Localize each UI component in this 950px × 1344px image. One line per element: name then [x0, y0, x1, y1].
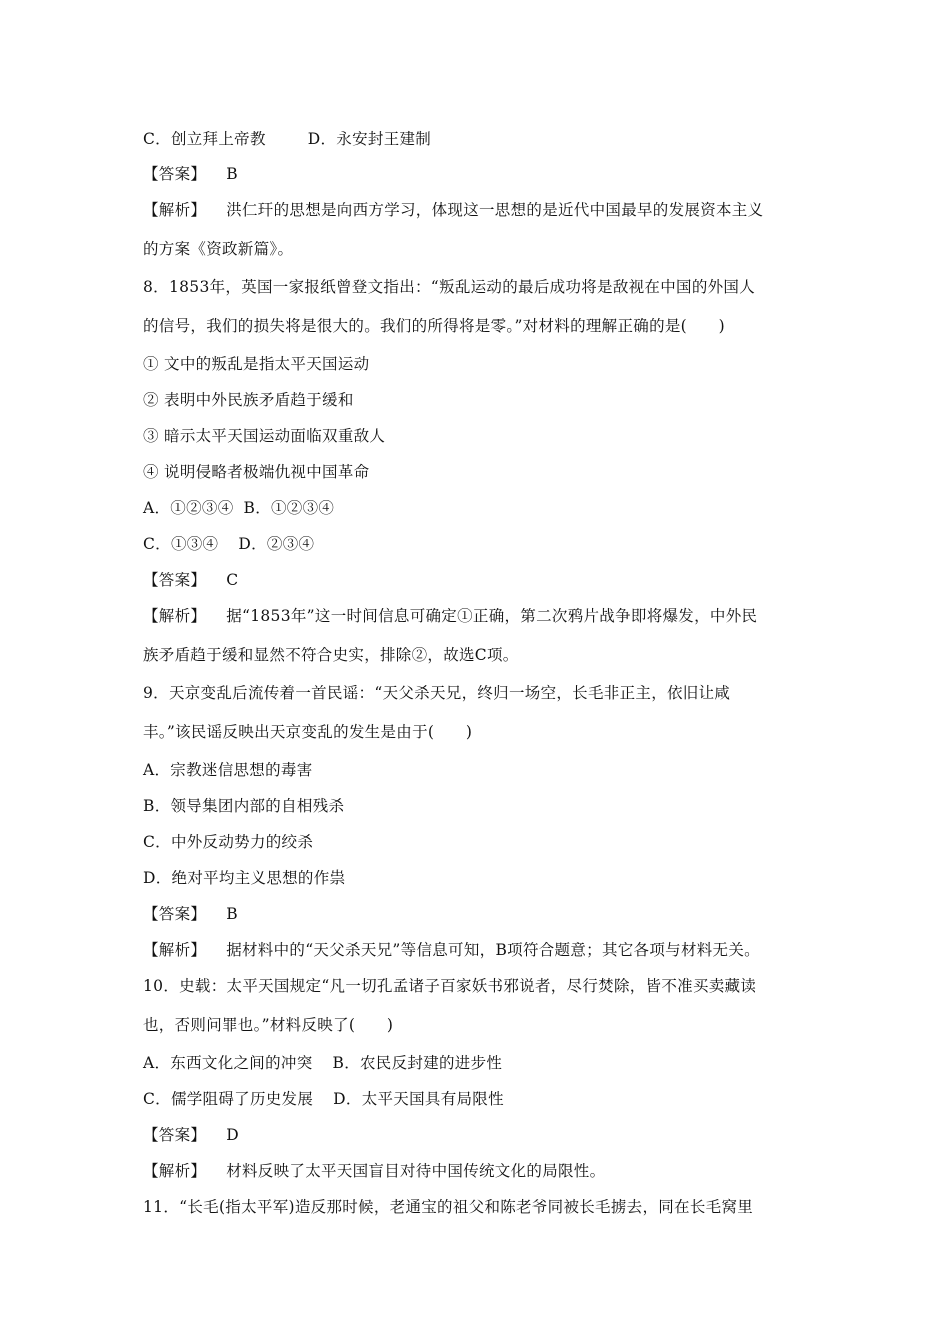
answer-value: B — [226, 905, 238, 923]
q10-option-a: A．东西文化之间的冲突 — [143, 1054, 313, 1072]
q8-statement-4: ④ 说明侵略者极端仇视中国革命 — [143, 463, 370, 481]
answer-label: 【答案】 — [143, 165, 207, 183]
q8-statement-3: ③ 暗示太平天国运动面临双重敌人 — [143, 427, 386, 445]
explanation-text: 洪仁玕的思想是向西方学习，体现这一思想的是近代中国最早的发展资本主义 — [226, 201, 764, 219]
q9-explanation — [143, 939, 760, 961]
q7-option-d: D．永安封王建制 — [307, 130, 432, 148]
q9-stem-line1: 9．天京变乱后流传着一首民谣：“天父杀天兄，终归一场空，长毛非正主，依旧让咸 — [143, 684, 731, 702]
q8-stem-line2: 的信号，我们的损失将是很大的。我们的所得将是零。”对材料的理解正确的是( ) — [143, 317, 725, 335]
q8-option-b: B．①②③④ — [243, 499, 335, 517]
q8-explanation — [143, 605, 757, 627]
q8-options-ab — [143, 497, 334, 519]
q10-option-d: D．太平天国具有局限性 — [333, 1090, 504, 1108]
q10-option-c: C．儒学阻碍了历史发展 — [143, 1090, 314, 1108]
q8-statement-2: ② 表明中外民族矛盾趋于缓和 — [143, 391, 354, 409]
q9-option-b: B．领导集团内部的自相残杀 — [143, 797, 345, 815]
q10-options-ab — [143, 1052, 502, 1074]
q10-stem-line2: 也，否则问罪也。”材料反映了( ) — [143, 1016, 394, 1034]
q10-stem-line1: 10．史载：太平天国规定“凡一切孔孟诸子百家妖书邪说者，尽行焚除，皆不准买卖藏读 — [143, 977, 757, 995]
q8-options-cd — [143, 533, 314, 555]
q7-answer — [143, 163, 238, 185]
q8-option-c: C．①③④ — [143, 535, 219, 553]
q9-option-c: C．中外反动势力的绞杀 — [143, 833, 314, 851]
explanation-label: 【解析】 — [143, 941, 207, 959]
explanation-text: 据“1853年”这一时间信息可确定①正确，第二次鸦片战争即将爆发，中外民 — [226, 607, 758, 625]
q8-explanation-cont: 族矛盾趋于缓和显然不符合史实，排除②，故选C项。 — [143, 646, 519, 664]
q9-option-d: D．绝对平均主义思想的作祟 — [143, 869, 346, 887]
q11-stem-line1: 11．“长毛(指太平军)造反那时候，老通宝的祖父和陈老爷同被长毛掳去，同在长毛窝里 — [143, 1198, 754, 1216]
q7-option-c: C．创立拜上帝教 — [143, 130, 266, 148]
explanation-label: 【解析】 — [143, 1162, 207, 1180]
answer-value: C — [226, 571, 239, 589]
explanation-label: 【解析】 — [143, 607, 207, 625]
q10-option-b: B．农民反封建的进步性 — [332, 1054, 503, 1072]
answer-label: 【答案】 — [143, 1126, 207, 1144]
q7-explanation — [143, 199, 763, 221]
answer-label: 【答案】 — [143, 571, 207, 589]
q10-answer — [143, 1124, 239, 1146]
explanation-text: 材料反映了太平天国盲目对待中国传统文化的局限性。 — [226, 1162, 606, 1180]
q7-explanation-cont: 的方案《资政新篇》。 — [143, 240, 294, 258]
explanation-text: 据材料中的“天父杀天兄”等信息可知，B项符合题意；其它各项与材料无关。 — [226, 941, 760, 959]
q8-answer — [143, 569, 238, 591]
answer-value: B — [226, 165, 238, 183]
q9-option-a: A．宗教迷信思想的毒害 — [143, 761, 313, 779]
q9-answer — [143, 903, 238, 925]
answer-label: 【答案】 — [143, 905, 207, 923]
q7-options-cd — [143, 128, 431, 150]
q10-explanation — [143, 1160, 605, 1182]
q10-options-cd — [143, 1088, 504, 1110]
q8-statement-1: ① 文中的叛乱是指太平天国运动 — [143, 355, 370, 373]
q8-option-a: A．①②③④ — [143, 499, 234, 517]
answer-value: D — [226, 1126, 239, 1144]
q8-option-d: D．②③④ — [238, 535, 315, 553]
q9-stem-line2: 丰。”该民谣反映出天京变乱的发生是由于( ) — [143, 723, 473, 741]
explanation-label: 【解析】 — [143, 201, 207, 219]
q8-stem-line1: 8．1853年，英国一家报纸曾登文指出：“叛乱运动的最后成功将是敌视在中国的外国人 — [143, 278, 756, 296]
